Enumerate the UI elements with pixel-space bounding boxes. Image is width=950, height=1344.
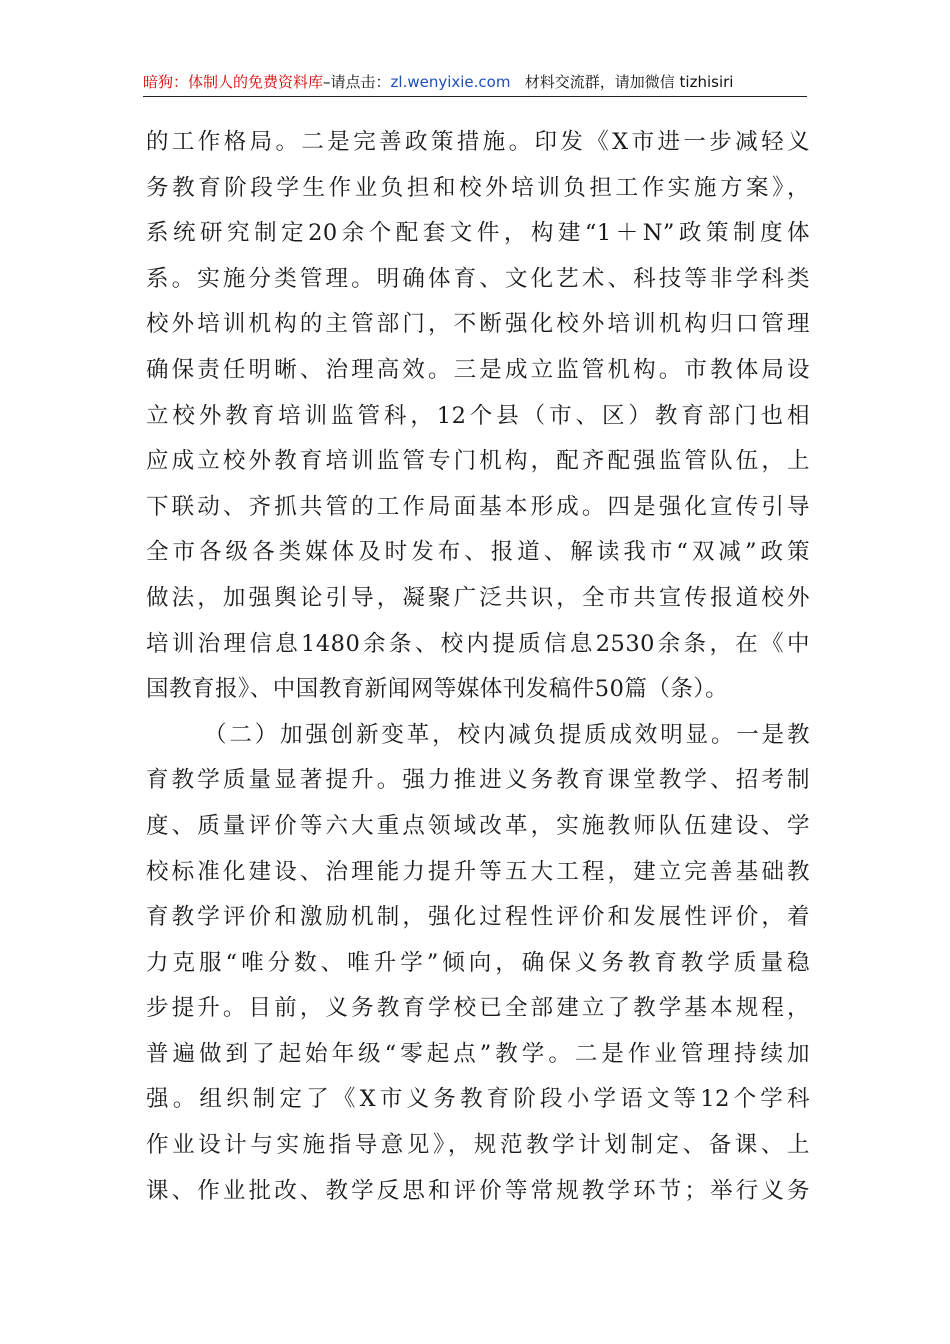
text-line: 育教学评价和激励机制，强化过程性评价和发展性评价，着	[146, 904, 810, 931]
document-body	[146, 120, 810, 1214]
text-line: 国教育报》、中国教育新闻网等媒体刊发稿件50篇（条）。	[146, 676, 729, 703]
text-line: 力克服“唯分数、唯升学”倾向，确保义务教育教学质量稳	[146, 949, 810, 976]
header-source-label: 暗狗：体制人的免费资料库	[143, 73, 324, 91]
text-line: 强。组织制定了《X市义务教育阶段小学语文等12个学科	[146, 1086, 810, 1113]
text-line: 校外培训机构的主管部门，不断强化校外培训机构归口管理	[146, 311, 810, 338]
text-line: 确保责任明晰、治理高效。三是成立监管机构。市教体局设	[146, 356, 810, 383]
text-line: 系。实施分类管理。明确体育、文化艺术、科技等非学科类	[146, 265, 810, 292]
text-line: 度、质量评价等六大重点领域改革，实施教师队伍建设、学	[146, 812, 810, 839]
text-line: 的工作格局。二是完善政策措施。印发《X市进一步减轻义	[146, 129, 810, 155]
text-line: 做法，加强舆论引导，凝聚广泛共识，全市共宣传报道校外	[146, 584, 810, 611]
text-line: 培训治理信息1480余条、校内提质信息2530余条，在《中	[146, 630, 810, 657]
text-line: 课、作业批改、教学反思和评价等常规教学环节；举行义务	[146, 1177, 810, 1204]
text-line: 全市各级各类媒体及时发布、报道、解读我市“双减”政策	[146, 539, 810, 566]
text-line: 应成立校外教育培训监管专门机构，配齐配强监管队伍，上	[146, 448, 810, 475]
header-click-prompt: –请点击：	[323, 73, 391, 91]
text-line: 下联动、齐抓共管的工作局面基本形成。四是强化宣传引导	[146, 493, 810, 520]
text-line: 普遍做到了起始年级“零起点”教学。二是作业管理持续加	[146, 1040, 810, 1067]
header-link[interactable]: zl.wenyixie.com	[390, 73, 511, 91]
header-divider	[143, 96, 807, 97]
header-wechat-note: 材料交流群，请加微信 tizhisiri	[524, 73, 734, 91]
text-line: 务教育阶段学生作业负担和校外培训负担工作实施方案》，	[146, 174, 810, 201]
text-line: 立校外教育培训监管科，12个县（市、区）教育部门也相	[146, 402, 810, 429]
page-header	[143, 72, 807, 96]
text-line: 作业设计与实施指导意见》，规范教学计划制定、备课、上	[146, 1132, 810, 1159]
text-line: 校标准化建设、治理能力提升等五大工程，建立完善基础教	[146, 858, 810, 885]
text-line: 步提升。目前，义务教育学校已全部建立了教学基本规程，	[146, 995, 810, 1022]
section-heading-line: （二）加强创新变革，校内减负提质成效明显。一是教	[204, 721, 810, 748]
text-line: 育教学质量显著提升。强力推进义务教育课堂教学、招考制	[146, 767, 810, 794]
text-line: 系统研究制定20余个配套文件，构建“1＋N”政策制度体	[146, 220, 810, 247]
